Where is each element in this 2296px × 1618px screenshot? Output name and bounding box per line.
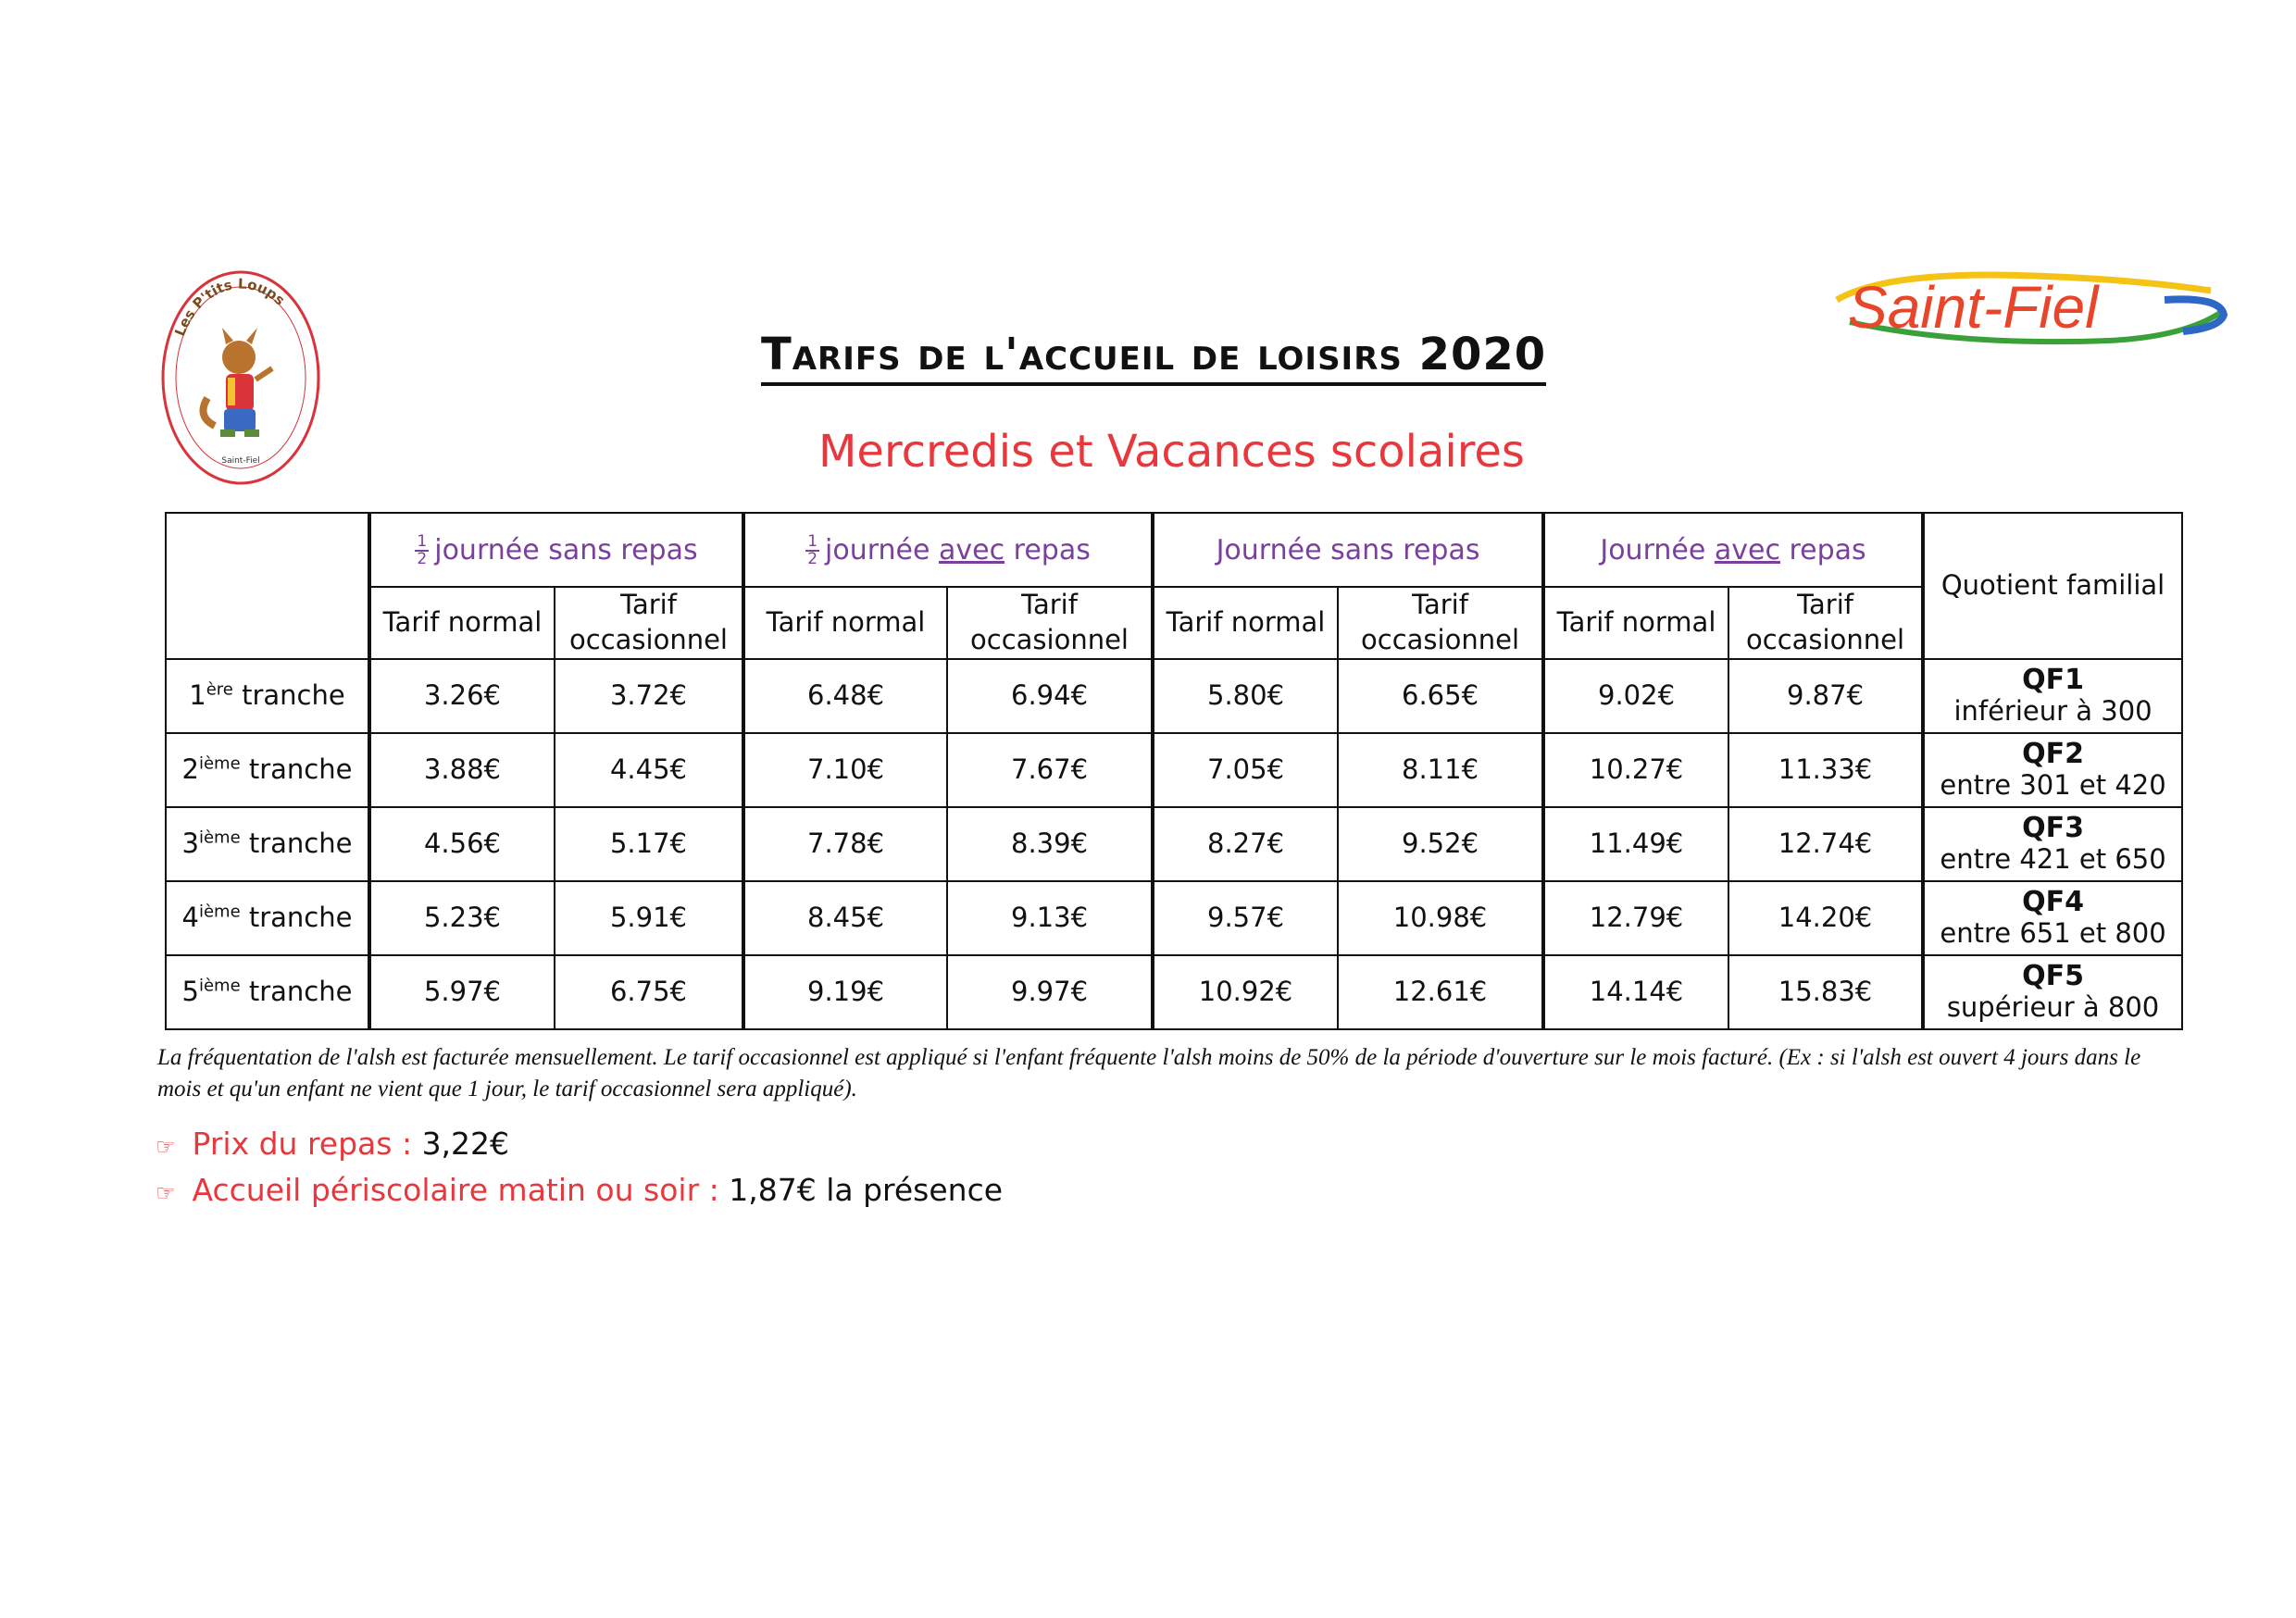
periscolaire-line (156, 1172, 1003, 1208)
price-cell: 4.56€ (369, 807, 555, 881)
price-cell: 10.98€ (1338, 881, 1543, 955)
price-cell: 12.74€ (1728, 807, 1923, 881)
price-cell: 9.57€ (1153, 881, 1338, 955)
price-cell: 12.79€ (1543, 881, 1728, 955)
price-cell: 9.97€ (947, 955, 1153, 1029)
price-cell: 7.05€ (1153, 733, 1338, 807)
price-cell: 7.78€ (743, 807, 947, 881)
tranche-label: 1ère tranche (166, 659, 369, 733)
price-cell: 5.23€ (369, 881, 555, 955)
periscolaire-label: Accueil périscolaire matin ou soir : (192, 1172, 730, 1208)
quotient-cell: QF1 inférieur à 300 (1923, 659, 2182, 733)
price-cell: 12.61€ (1338, 955, 1543, 1029)
price-cell: 6.48€ (743, 659, 947, 733)
price-cell: 7.67€ (947, 733, 1153, 807)
page-title: Tarifs de l'accueil de loisirs 2020 (761, 330, 1546, 386)
price-cell: 3.88€ (369, 733, 555, 807)
price-cell: 10.27€ (1543, 733, 1728, 807)
price-cell: 5.80€ (1153, 659, 1338, 733)
group-header: $\frac{1}{2}$ journée avec repas (743, 513, 1153, 587)
table-subheader-row (166, 587, 2182, 659)
tarifs-table (165, 512, 2183, 1030)
price-cell: 5.91€ (555, 881, 743, 955)
quotient-cell: QF5 supérieur à 800 (1923, 955, 2182, 1029)
quotient-cell: QF3 entre 421 et 650 (1923, 807, 2182, 881)
price-cell: 8.11€ (1338, 733, 1543, 807)
tarif-occasionnel-header: Tarif occasionnel (947, 587, 1153, 659)
meal-price-label: Prix du repas : (192, 1126, 422, 1162)
saint-fiel-text: Saint-Fiel (1848, 274, 2099, 341)
tarif-occasionnel-header: Tarif occasionnel (1338, 587, 1543, 659)
tarif-occasionnel-header: Tarif occasionnel (1728, 587, 1923, 659)
price-cell: 11.49€ (1543, 807, 1728, 881)
table-row (166, 733, 2182, 807)
table-header-row (166, 513, 2182, 587)
price-cell: 6.65€ (1338, 659, 1543, 733)
price-cell: 9.02€ (1543, 659, 1728, 733)
price-cell: 8.45€ (743, 881, 947, 955)
price-cell: 6.75€ (555, 955, 743, 1029)
price-cell: 5.17€ (555, 807, 743, 881)
price-cell: 8.27€ (1153, 807, 1338, 881)
quotient-cell: QF2 entre 301 et 420 (1923, 733, 2182, 807)
quotient-cell: QF4 entre 651 et 800 (1923, 881, 2182, 955)
ptits-loups-logo (159, 268, 322, 487)
half-fraction: $\frac{1}{2}$ (417, 532, 428, 568)
table-row (166, 807, 2182, 881)
group-header: Journée avec repas (1543, 513, 1923, 587)
tranche-label: 3ième tranche (166, 807, 369, 881)
quotient-header: Quotient familial (1923, 513, 2182, 659)
pointing-hand-icon: ☞ (156, 1180, 176, 1206)
saint-fiel-logo (1831, 267, 2231, 355)
price-cell: 14.20€ (1728, 881, 1923, 955)
price-cell: 14.14€ (1543, 955, 1728, 1029)
tarif-normal-header: Tarif normal (1153, 587, 1338, 659)
price-cell: 8.39€ (947, 807, 1153, 881)
table-row (166, 955, 2182, 1029)
tranche-label: 4ième tranche (166, 881, 369, 955)
table-row (166, 881, 2182, 955)
tarif-normal-header: Tarif normal (743, 587, 947, 659)
price-cell: 9.19€ (743, 955, 947, 1029)
group-header: $\frac{1}{2}$ journée sans repas (369, 513, 743, 587)
meal-price-line (156, 1126, 509, 1162)
price-cell: 9.13€ (947, 881, 1153, 955)
page-subtitle: Mercredis et Vacances scolaires (818, 426, 1525, 478)
price-cell: 3.72€ (555, 659, 743, 733)
tranche-label: 5ième tranche (166, 955, 369, 1029)
price-cell: 4.45€ (555, 733, 743, 807)
tarif-occasionnel-header: Tarif occasionnel (555, 587, 743, 659)
periscolaire-value: 1,87€ la présence (729, 1172, 1004, 1208)
price-cell: 11.33€ (1728, 733, 1923, 807)
price-cell: 3.26€ (369, 659, 555, 733)
price-cell: 9.52€ (1338, 807, 1543, 881)
price-cell: 9.87€ (1728, 659, 1923, 733)
pointing-hand-icon: ☞ (156, 1134, 176, 1160)
tarif-normal-header: Tarif normal (369, 587, 555, 659)
price-cell: 10.92€ (1153, 955, 1338, 1029)
table-row (166, 659, 2182, 733)
group-header: Journée sans repas (1153, 513, 1543, 587)
price-cell: 15.83€ (1728, 955, 1923, 1029)
price-cell: 7.10€ (743, 733, 947, 807)
meal-price-value: 3,22€ (421, 1126, 510, 1162)
billing-note: La fréquentation de l'alsh est facturée mensuellement. Le tarif occasionnel est appliqué si l'enfant fréquente l'alsh moins de 50% de la période d'ouverture sur le mois facturé. (Ex : si l'alsh est ouvert 4 jours dans le mois et qu'un enfant ne vient que 1 jour, le tarif occasionnel sera appliqué). (157, 1045, 2141, 1101)
half-fraction: $\frac{1}{2}$ (807, 532, 818, 568)
tranche-label: 2ième tranche (166, 733, 369, 807)
price-cell: 5.97€ (369, 955, 555, 1029)
logo-left-text: Les P'tits Loups (171, 275, 289, 339)
tranche-header (166, 513, 369, 659)
logo-left-subtext: Saint-Fiel (221, 456, 260, 466)
price-cell: 6.94€ (947, 659, 1153, 733)
tarif-normal-header: Tarif normal (1543, 587, 1728, 659)
